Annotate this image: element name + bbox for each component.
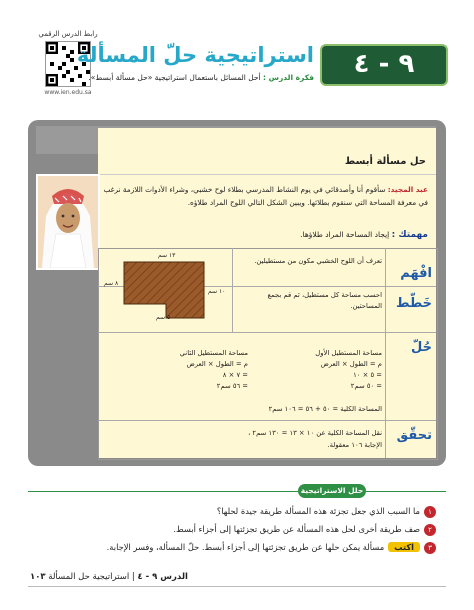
dim-bottom-label: ٥ سم (156, 314, 171, 321)
rect2-formula: م = الطول × العرض (186, 360, 248, 368)
page-number: ١٠٣ (30, 572, 46, 582)
strategy-rule-left (28, 491, 298, 492)
step-plan-label: خَطّط (396, 296, 432, 311)
rect1-result: = ٥٠ سم٢ (350, 382, 382, 390)
rect1-calc: = ٥ × ١٠ (353, 371, 382, 379)
understand-text: تعرف أن اللوح الخشبي مكون من مستطيلين. (254, 257, 382, 265)
step-check-label: تحقّق (396, 428, 432, 443)
write-tag: اكتب (388, 542, 420, 552)
footer-title: استراتيجية حل المسألة (48, 572, 130, 582)
lesson-idea-label: فكرة الدرس : (263, 73, 314, 82)
wood-board-figure (104, 252, 226, 328)
student-photo (36, 174, 100, 270)
lesson-idea (88, 73, 314, 82)
question-2 (173, 524, 436, 536)
problem-title: حل مسألة أبسط (344, 156, 426, 167)
check-text: نقل المساحة الكلية عن ١٠ × ١٣ = ١٣٠ سم٢ ، (248, 429, 382, 437)
plan-text: احسب مساحة كل مستطيل، ثم قم بجمع المساحتين. (267, 291, 382, 310)
total-area: المساحة الكلية = ٥٠ + ٥٦ = ١٠٦ سم٢ (268, 405, 382, 413)
dim-right-label: ١٠ سم (208, 288, 226, 295)
speaker-name: عبد المجيد: (387, 185, 428, 194)
step-solve-label: حُلّ (411, 340, 432, 355)
dim-top-label: ١٣ سم (158, 252, 176, 259)
rect1-formula: م = الطول × العرض (320, 360, 382, 368)
question-number: ٢ (424, 524, 436, 536)
question-number: ٣ (424, 542, 436, 554)
story-text: سأقوم أنا وأصدقائي في يوم النشاط المدرسي بطلاء لوح خشبي، وشراء الأدوات اللازمة نرغب في معرفة المساحة التي سنقوم بطلائها. ويبين الشكل التالي اللوح المراد طلاؤه. (103, 185, 428, 207)
rect2-calc: = ٧ × ٨ (222, 371, 248, 379)
question-text: ما السبب الذي جعل تجزئة هذه المسألة طريقة جيدة لحلها؟ (216, 506, 420, 516)
problem-task (300, 230, 428, 240)
dim-left-label: ٨ سم (104, 280, 119, 287)
step-understand-label: افْهَم (400, 266, 432, 281)
strategy-rule-right (366, 491, 446, 492)
table-column-divider (232, 248, 233, 332)
question-text: مسألة يمكن حلها عن طريق تجزئتها إلى أجزاء أبسط. حلّ المسألة، وفسر الإجابة. (106, 542, 385, 552)
rect2-result: = ٥٦ سم٢ (216, 382, 248, 390)
strategy-bar: حلل الاستراتيجية (298, 484, 366, 498)
lesson-number-badge: ٩ - ٤ (320, 44, 448, 86)
qr-caption: رابط الدرس الرقمي (38, 30, 98, 38)
rect1-block (262, 348, 382, 392)
check-answer: الإجابة ١٠٦ معقولة. (327, 441, 382, 449)
lesson-idea-text: أحل المسائل باستعمال استراتيجية «حل مسألة أبسط». (88, 73, 261, 82)
lesson-title: استراتيجية حلّ المسألة (76, 43, 314, 67)
task-text: إيجاد المساحة المراد طلاؤها. (300, 230, 390, 239)
table-column-divider (385, 248, 386, 458)
rect1-title: مساحة المستطيل الأول (315, 349, 382, 357)
question-1 (217, 506, 436, 518)
question-number: ١ (424, 506, 436, 518)
task-label: مهمتك : (391, 230, 428, 240)
page-footer: الدرس ٩ - ٤ | استراتيجية حل المسألة ١٠٣ (30, 572, 188, 582)
qr-url[interactable]: www.ien.edu.sa (44, 89, 92, 96)
question-text: صف طريقة أخرى لحل هذه المسألة عن طريق تجزئتها إلى أجزاء أبسط. (173, 524, 420, 534)
footer-rule (28, 586, 446, 587)
rect2-title: مساحة المستطيل الثاني (179, 349, 248, 357)
question-3 (107, 542, 436, 554)
footer-lesson: الدرس ٩ - ٤ (137, 572, 188, 582)
rect2-block (128, 348, 248, 392)
problem-story (98, 184, 428, 209)
